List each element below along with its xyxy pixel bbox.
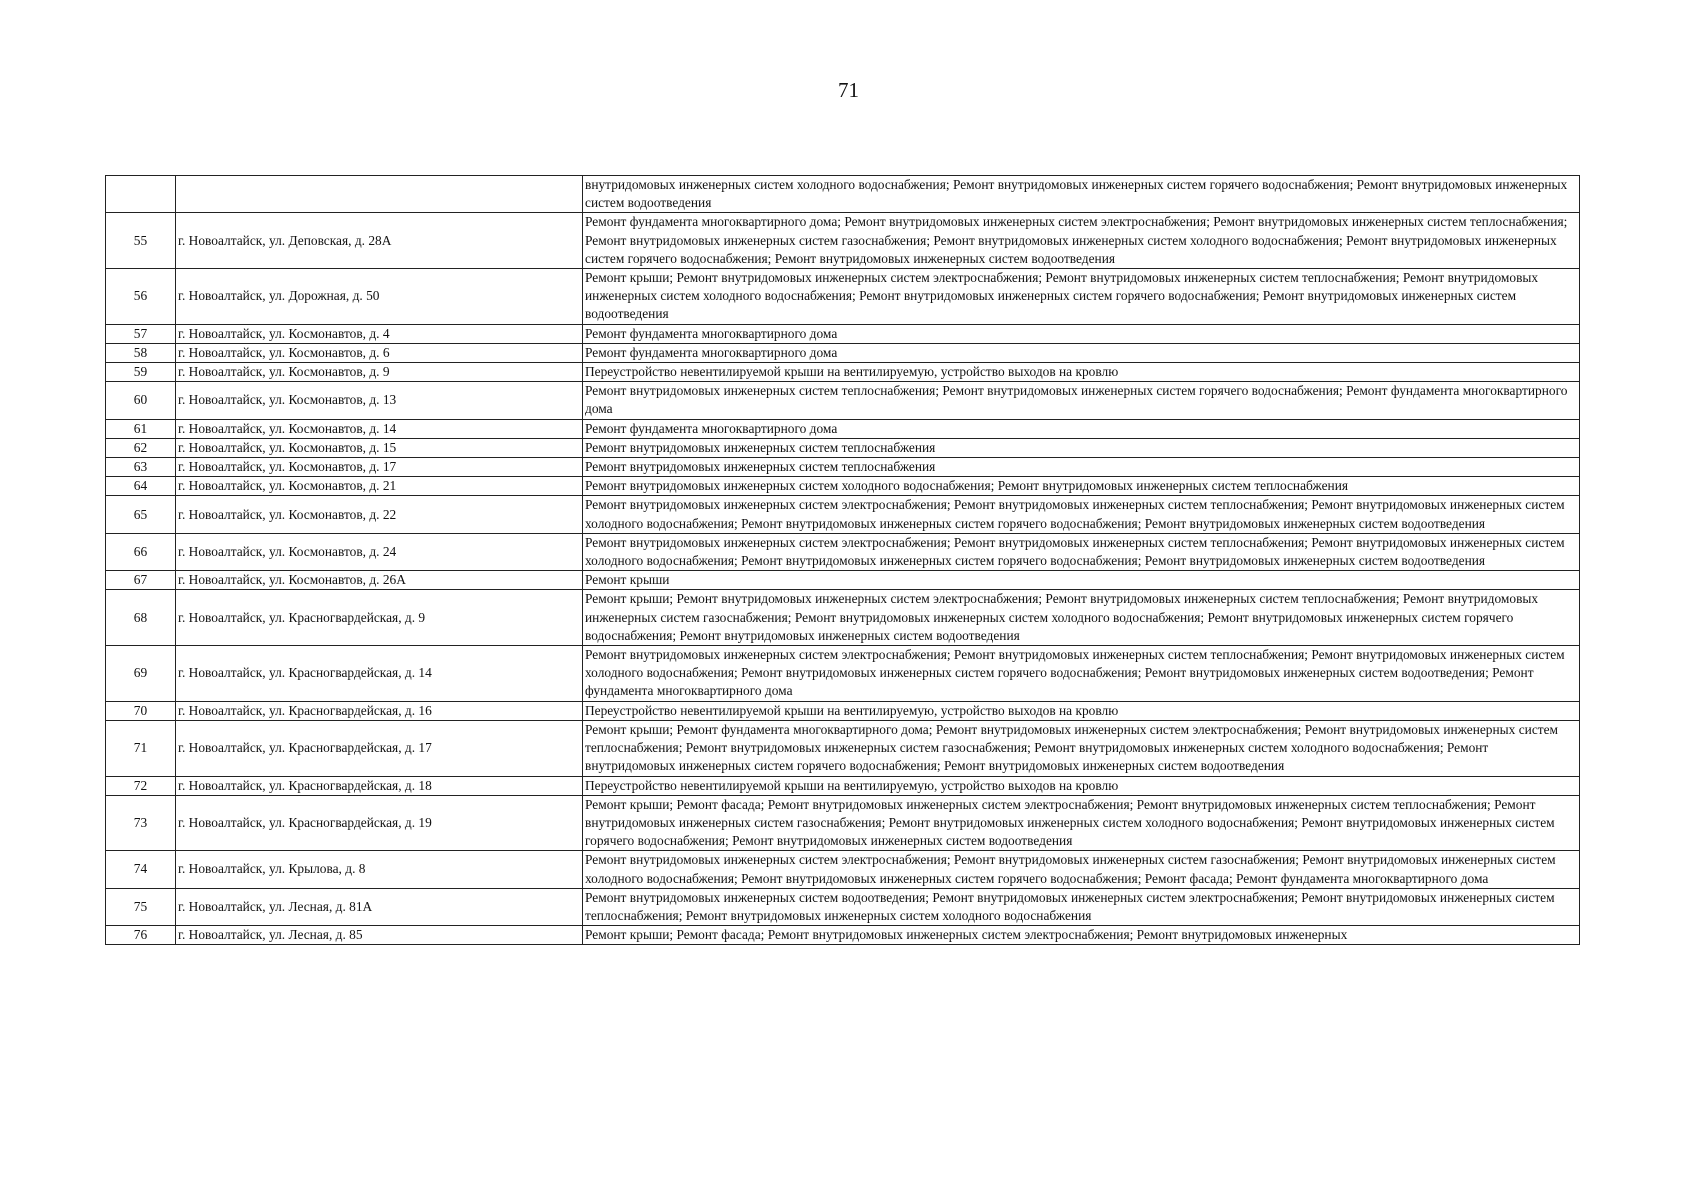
works-cell: Ремонт фундамента многоквартирного дома — [583, 343, 1580, 362]
address-cell: г. Новоалтайск, ул. Космонавтов, д. 24 — [176, 533, 583, 570]
address-cell: г. Новоалтайск, ул. Космонавтов, д. 17 — [176, 458, 583, 477]
works-cell: Ремонт фундамента многоквартирного дома — [583, 419, 1580, 438]
address-cell: г. Новоалтайск, ул. Космонавтов, д. 9 — [176, 363, 583, 382]
address-cell: г. Новоалтайск, ул. Космонавтов, д. 21 — [176, 477, 583, 496]
works-cell: Переустройство невентилируемой крыши на вентилируемую, устройство выходов на кровлю — [583, 701, 1580, 720]
table-row — [106, 571, 1580, 590]
works-cell: внутридомовых инженерных систем холодного водоснабжения; Ремонт внутридомовых инженерных систем горячего водоснабжения; Ремонт внутридомовых инженерных систем водоотведения — [583, 176, 1580, 213]
table-row — [106, 269, 1580, 325]
row-number-cell: 67 — [106, 571, 176, 590]
address-cell: г. Новоалтайск, ул. Деповская, д. 28А — [176, 213, 583, 269]
row-number-cell: 66 — [106, 533, 176, 570]
table-row — [106, 458, 1580, 477]
address-cell: г. Новоалтайск, ул. Космонавтов, д. 15 — [176, 438, 583, 457]
table-row — [106, 363, 1580, 382]
works-cell: Ремонт фундамента многоквартирного дома; Ремонт внутридомовых инженерных систем электроснабжения; Ремонт внутридомовых инженерных систем теплоснабжения; Ремонт внутридомовых инженерных систем газоснабжения; Ремонт внутридомовых инженерных систем холодного водоснабжения; Ремонт внутридомовых инженерных систем горячего водоснабжения; Ремонт внутридомовых инженерных систем водоотведения — [583, 213, 1580, 269]
table-row — [106, 776, 1580, 795]
works-cell: Переустройство невентилируемой крыши на вентилируемую, устройство выходов на кровлю — [583, 363, 1580, 382]
row-number-cell: 70 — [106, 701, 176, 720]
row-number-cell: 55 — [106, 213, 176, 269]
address-cell: г. Новоалтайск, ул. Космонавтов, д. 4 — [176, 324, 583, 343]
row-number-cell: 76 — [106, 926, 176, 945]
address-cell: г. Новоалтайск, ул. Красногвардейская, д. 19 — [176, 795, 583, 851]
row-number-cell: 59 — [106, 363, 176, 382]
row-number-cell: 73 — [106, 795, 176, 851]
table-row — [106, 795, 1580, 851]
row-number-cell: 62 — [106, 438, 176, 457]
table-row — [106, 496, 1580, 533]
row-number-cell: 63 — [106, 458, 176, 477]
address-cell: г. Новоалтайск, ул. Крылова, д. 8 — [176, 851, 583, 888]
row-number-cell: 61 — [106, 419, 176, 438]
address-cell: г. Новоалтайск, ул. Лесная, д. 81А — [176, 888, 583, 925]
table-row — [106, 324, 1580, 343]
address-cell: г. Новоалтайск, ул. Космонавтов, д. 6 — [176, 343, 583, 362]
works-cell: Ремонт внутридомовых инженерных систем теплоснабжения — [583, 458, 1580, 477]
address-cell: г. Новоалтайск, ул. Красногвардейская, д. 18 — [176, 776, 583, 795]
row-number-cell: 58 — [106, 343, 176, 362]
table-row — [106, 477, 1580, 496]
table-row — [106, 701, 1580, 720]
works-cell: Ремонт крыши; Ремонт внутридомовых инженерных систем электроснабжения; Ремонт внутридомовых инженерных систем теплоснабжения; Ремонт внутридомовых инженерных систем холодного водоснабжения; Ремонт внутридомовых инженерных систем горячего водоснабжения; Ремонт внутридомовых инженерных систем водоотведения — [583, 269, 1580, 325]
table-row — [106, 382, 1580, 419]
address-cell: г. Новоалтайск, ул. Космонавтов, д. 13 — [176, 382, 583, 419]
address-cell: г. Новоалтайск, ул. Космонавтов, д. 22 — [176, 496, 583, 533]
row-number-cell: 75 — [106, 888, 176, 925]
table-row — [106, 419, 1580, 438]
table-row — [106, 851, 1580, 888]
address-cell: г. Новоалтайск, ул. Красногвардейская, д. 17 — [176, 720, 583, 776]
row-number-cell: 57 — [106, 324, 176, 343]
table-row — [106, 533, 1580, 570]
table-row — [106, 213, 1580, 269]
row-number-cell: 64 — [106, 477, 176, 496]
row-number-cell: 74 — [106, 851, 176, 888]
works-cell: Ремонт внутридомовых инженерных систем теплоснабжения; Ремонт внутридомовых инженерных систем горячего водоснабжения; Ремонт фундамента многоквартирного дома — [583, 382, 1580, 419]
table-row — [106, 926, 1580, 945]
works-cell: Ремонт внутридомовых инженерных систем холодного водоснабжения; Ремонт внутридомовых инженерных систем теплоснабжения — [583, 477, 1580, 496]
works-cell: Ремонт крыши; Ремонт фундамента многоквартирного дома; Ремонт внутридомовых инженерных систем электроснабжения; Ремонт внутридомовых инженерных систем теплоснабжения; Ремонт внутридомовых инженерных систем газоснабжения; Ремонт внутридомовых инженерных систем холодного водоснабжения; Ремонт внутридомовых инженерных систем горячего водоснабжения; Ремонт внутридомовых инженерных систем водоотведения — [583, 720, 1580, 776]
address-cell: г. Новоалтайск, ул. Лесная, д. 85 — [176, 926, 583, 945]
table-body — [106, 176, 1580, 945]
address-cell: г. Новоалтайск, ул. Космонавтов, д. 14 — [176, 419, 583, 438]
table-row — [106, 720, 1580, 776]
row-number-cell: 69 — [106, 646, 176, 702]
row-number-cell: 60 — [106, 382, 176, 419]
row-number-cell: 71 — [106, 720, 176, 776]
table-row — [106, 438, 1580, 457]
works-cell: Ремонт фундамента многоквартирного дома — [583, 324, 1580, 343]
works-cell: Ремонт внутридомовых инженерных систем электроснабжения; Ремонт внутридомовых инженерных систем теплоснабжения; Ремонт внутридомовых инженерных систем холодного водоснабжения; Ремонт внутридомовых инженерных систем горячего водоснабжения; Ремонт внутридомовых инженерных систем водоотведения — [583, 533, 1580, 570]
works-cell: Ремонт крыши; Ремонт внутридомовых инженерных систем электроснабжения; Ремонт внутридомовых инженерных систем теплоснабжения; Ремонт внутридомовых инженерных систем газоснабжения; Ремонт внутридомовых инженерных систем холодного водоснабжения; Ремонт внутридомовых инженерных систем горячего водоснабжения; Ремонт внутридомовых инженерных систем водоотведения — [583, 590, 1580, 646]
works-cell: Ремонт внутридомовых инженерных систем электроснабжения; Ремонт внутридомовых инженерных систем теплоснабжения; Ремонт внутридомовых инженерных систем холодного водоснабжения; Ремонт внутридомовых инженерных систем горячего водоснабжения; Ремонт внутридомовых инженерных систем водоотведения; Ремонт фундамента многоквартирного дома — [583, 646, 1580, 702]
works-cell: Ремонт внутридомовых инженерных систем электроснабжения; Ремонт внутридомовых инженерных систем теплоснабжения; Ремонт внутридомовых инженерных систем холодного водоснабжения; Ремонт внутридомовых инженерных систем горячего водоснабжения; Ремонт внутридомовых инженерных систем водоотведения — [583, 496, 1580, 533]
repair-works-table — [105, 175, 1580, 945]
table-row — [106, 176, 1580, 213]
row-number-cell — [106, 176, 176, 213]
works-cell: Ремонт внутридомовых инженерных систем электроснабжения; Ремонт внутридомовых инженерных систем газоснабжения; Ремонт внутридомовых инженерных систем холодного водоснабжения; Ремонт внутридомовых инженерных систем горячего водоснабжения; Ремонт фасада; Ремонт фундамента многоквартирного дома — [583, 851, 1580, 888]
works-cell: Ремонт внутридомовых инженерных систем водоотведения; Ремонт внутридомовых инженерных систем электроснабжения; Ремонт внутридомовых инженерных систем теплоснабжения; Ремонт внутридомовых инженерных систем холодного водоснабжения — [583, 888, 1580, 925]
address-cell: г. Новоалтайск, ул. Дорожная, д. 50 — [176, 269, 583, 325]
address-cell: г. Новоалтайск, ул. Космонавтов, д. 26А — [176, 571, 583, 590]
row-number-cell: 56 — [106, 269, 176, 325]
table-row — [106, 646, 1580, 702]
address-cell — [176, 176, 583, 213]
address-cell: г. Новоалтайск, ул. Красногвардейская, д. 16 — [176, 701, 583, 720]
works-cell: Ремонт внутридомовых инженерных систем теплоснабжения — [583, 438, 1580, 457]
table-row — [106, 888, 1580, 925]
works-cell: Ремонт крыши; Ремонт фасада; Ремонт внутридомовых инженерных систем электроснабжения; Ремонт внутридомовых инженерных — [583, 926, 1580, 945]
row-number-cell: 72 — [106, 776, 176, 795]
row-number-cell: 65 — [106, 496, 176, 533]
table-row — [106, 343, 1580, 362]
row-number-cell: 68 — [106, 590, 176, 646]
works-cell: Ремонт крыши — [583, 571, 1580, 590]
address-cell: г. Новоалтайск, ул. Красногвардейская, д. 9 — [176, 590, 583, 646]
address-cell: г. Новоалтайск, ул. Красногвардейская, д. 14 — [176, 646, 583, 702]
works-cell: Переустройство невентилируемой крыши на вентилируемую, устройство выходов на кровлю — [583, 776, 1580, 795]
table-row — [106, 590, 1580, 646]
works-cell: Ремонт крыши; Ремонт фасада; Ремонт внутридомовых инженерных систем электроснабжения; Ремонт внутридомовых инженерных систем теплоснабжения; Ремонт внутридомовых инженерных систем газоснабжения; Ремонт внутридомовых инженерных систем холодного водоснабжения; Ремонт внутридомовых инженерных систем горячего водоснабжения; Ремонт внутридомовых инженерных систем водоотведения — [583, 795, 1580, 851]
page-number: 71 — [838, 78, 859, 102]
